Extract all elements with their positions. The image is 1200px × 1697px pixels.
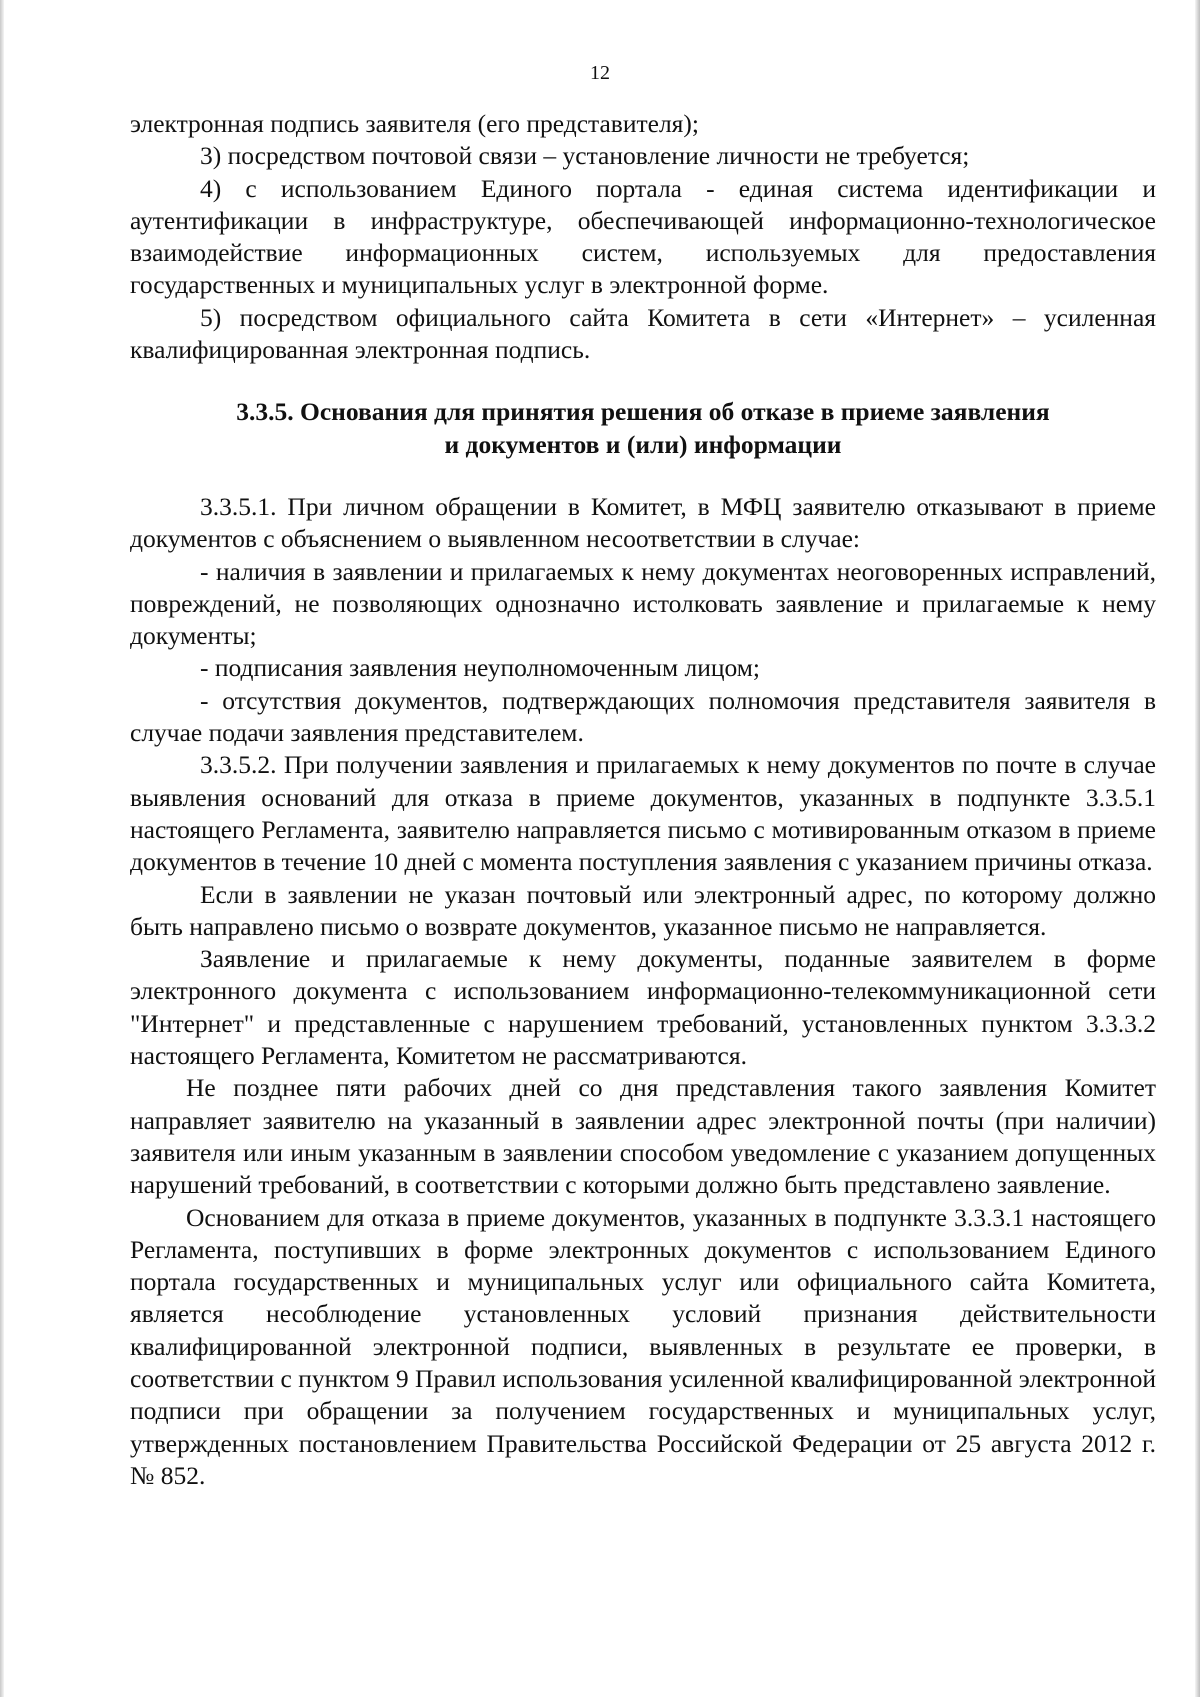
list-item-missing-documents: - отсутствия документов, подтверждающих полномочия представителя заявителя в случае подачи заявления представителем.	[130, 685, 1156, 748]
paragraph-electronic-application: Заявление и прилагаемые к нему документы, поданные заявителем в форме электронного документа с использованием информационно-телекоммуникационной сети "Интернет" и представленные с нарушением требований, установленных пунктом 3.3.3.2 настоящего Регламента, Комитетом не рассматриваются.	[130, 944, 1156, 1071]
document-body	[130, 108, 1156, 1492]
list-item-unauthorized: - подписания заявления неуполномоченным лицом;	[200, 653, 760, 683]
paragraph-3-3-5-1: 3.3.5.1. При личном обращении в Комитет, в МФЦ заявителю отказывают в приеме документов с объяснением о выявленном несоответствии в случае:	[130, 491, 1156, 554]
section-heading-line-2: и документов и (или) информации	[444, 429, 842, 459]
scan-edge-right	[1195, 0, 1200, 1697]
paragraph-refusal-grounds: Основанием для отказа в приеме документов, указанных в подпункте 3.3.3.1 настоящего Регламента, поступивших в форме электронных документов с использованием Единого портала государственных и муниципальных услуг или официального сайта Комитета, является несоблюдение установленных условий признания действительности квалифицированной электронной подписи, выявленных в результате ее проверки, в соответствии с пунктом 9 Правил использования усиленной квалифицированной электронной подписи при обращении за получением государственных и муниципальных услуг, утвержденных постановлением Правительства Российской Федерации от 25 августа 2012 г. № 852.	[130, 1202, 1156, 1490]
paragraph-no-address: Если в заявлении не указан почтовый или электронный адрес, по которому должно быть направлено письмо о возврате документов, указанное письмо не направляется.	[130, 879, 1156, 941]
section-heading	[130, 396, 1156, 461]
paragraph-3-3-5-2: 3.3.5.2. При получении заявления и прилагаемых к нему документов по почте в случае выявления оснований для отказа в приеме документов, указанных в подпункте 3.3.5.1 настоящего Регламента, заявителю направляется письмо с мотивированным отказом в приеме документов в течение 10 дней с момента поступления заявления с указанием причины отказа.	[130, 750, 1156, 877]
paragraph-continuation: электронная подпись заявителя (его представителя);	[130, 109, 699, 138]
paragraph-five-days-notice: Не позднее пяти рабочих дней со дня представления такого заявления Комитет направляет заявителю на указанный в заявлении адрес электронной почты (при наличии) заявителя или иным указанным в заявлении способом уведомление с указанием допущенных нарушений требований, в соответствии с которыми должно быть представлено заявление.	[130, 1073, 1156, 1200]
scan-edge-left	[0, 0, 4, 1697]
paragraph-item-4: 4) с использованием Единого портала - единая система идентификации и аутентификации в инфраструктуре, обеспечивающей информационно-технологическое взаимодействие информационных систем, используемых для предоставления государственных и муниципальных услуг в электронной форме.	[130, 173, 1156, 300]
paragraph-item-3: 3) посредством почтовой связи – установление личности не требуется;	[200, 141, 970, 171]
section-heading-line-1: 3.3.5. Основания для принятия решения об отказе в приеме заявления	[236, 397, 1050, 427]
list-item-corrections: - наличия в заявлении и прилагаемых к нему документах неоговоренных исправлений, повреждений, не позволяющих однозначно истолковать заявление и прилагаемые к нему документы;	[130, 556, 1156, 651]
paragraph-item-5: 5) посредством официального сайта Комитета в сети «Интернет» – усиленная квалифицированная электронная подпись.	[130, 302, 1156, 365]
page-number: 12	[590, 62, 610, 84]
